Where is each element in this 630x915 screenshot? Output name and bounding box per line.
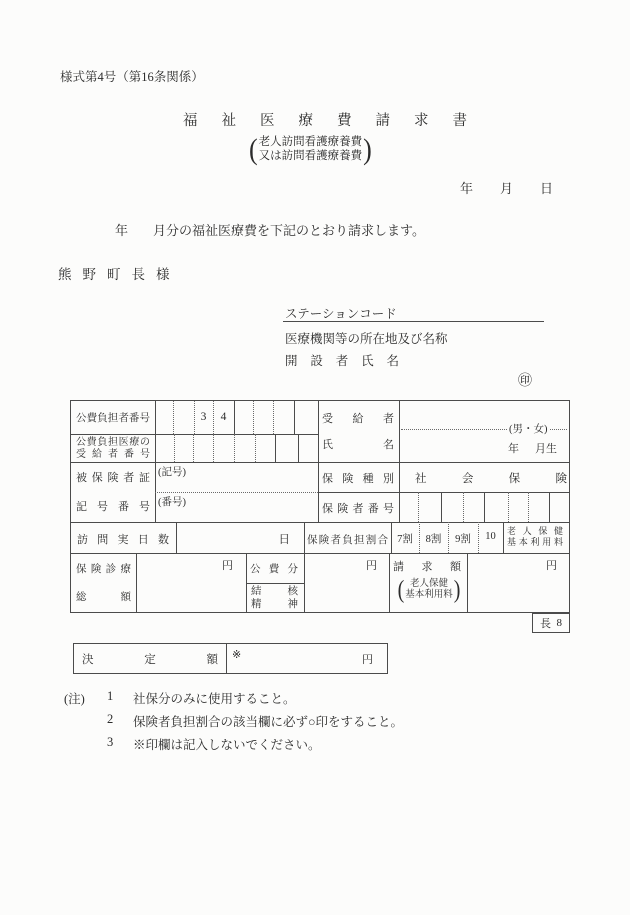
grid-line [155,492,318,493]
subtitle-line-2: 又は訪問看護療養費 [258,149,363,162]
addressee: 熊野町長様 [58,267,181,282]
birthdate-labels [451,440,563,456]
note-text: ※印欄は記入しないでください。 [133,738,321,752]
number-caption: (番号) [158,497,186,508]
digit-cell: 3 [200,411,207,423]
insurance-type-value: 社会保険 [415,473,567,485]
decided-amount-unit: 円 [362,654,373,666]
grid-line [441,492,442,522]
recipient-name-label-line1: 受給者 [322,413,394,425]
note-text: 社保分のみに使用すること。 [133,692,296,706]
elderly-health-fee-label: 老人保健 基本利用料 [507,526,563,547]
grid-line [213,434,214,462]
grid-line [71,553,569,554]
grid-line [528,492,529,522]
left-paren: ( [397,576,405,604]
insured-card-label-line2: 記号番号 [76,501,150,513]
insurer-number-label: 保険者番号 [322,503,394,515]
visit-days-unit: 日 [278,534,290,546]
ratio-option-7: 7割 [397,534,413,545]
claim-amount-unit: 円 [546,560,557,572]
ratio-option-8: 8割 [425,534,442,545]
grid-line [255,434,256,462]
note-row [64,735,321,753]
birth-year-label: 年 [508,443,519,455]
claim-amount-paren-block: ( 老人保健 基本利用料 ) [397,576,461,604]
claim-table [70,400,570,613]
visit-days-label: 訪問実日数 [77,534,169,546]
insured-total-unit: 円 [222,560,233,572]
date-line [460,178,553,197]
ratio-option-10: 10 [485,531,496,542]
insured-total-label-line2: 総額 [76,592,131,603]
grid-line [273,401,274,434]
reference-mark: ※ [232,649,242,661]
date-year-label: 年 [460,181,474,196]
insured-card-label-line1: 被保険者証 [76,472,150,484]
request-year-label: 年 [115,223,129,238]
grid-line [549,492,550,522]
gender-label: (男・女) [507,421,550,436]
cho-label: 長 [540,618,551,630]
grid-line [463,492,464,522]
claim-amount-label: 請求額 [393,561,461,573]
ratio-option-9: 9割 [455,534,471,545]
request-line [115,220,425,239]
grid-line [71,462,569,463]
grid-line [389,553,390,612]
grid-line [508,492,509,522]
grid-line [275,434,276,462]
decided-amount-label: 決定額 [82,654,218,666]
birth-month-label: 月生 [535,443,557,455]
date-day-label: 日 [540,181,554,196]
public-expense-label: 公費分 [250,564,298,575]
grid-line [503,522,504,553]
symbol-caption: (記号) [158,467,186,478]
tb-mental-label: 結核 精神 [251,586,298,610]
subtitle-line-1: 老人訪問看護療養費 [258,136,363,148]
station-code-label: ステーションコード [285,307,397,321]
subtitle-block [249,132,372,166]
grid-line [234,434,235,462]
insured-total-label-line1: 保険診療 [76,564,131,575]
grid-line [304,522,305,553]
grid-line [246,553,247,612]
note-row [64,689,296,707]
grid-line [193,434,194,462]
left-paren: ( [249,132,258,166]
public-expense-unit: 円 [366,560,377,572]
grid-line [484,492,485,522]
seal-mark-icon: ㊞ [518,374,532,389]
grid-line [253,401,254,434]
grid-line [173,401,174,434]
grid-line [234,401,235,434]
grid-line [71,522,569,523]
grid-line [418,492,419,522]
digit-cell: 4 [220,411,227,423]
grid-line [174,434,175,462]
cho-value: 8 [556,617,562,629]
insurer-burden-ratio-label: 保険者負担割合 [307,535,388,546]
cho-code-box [532,613,570,633]
grid-line [298,434,299,462]
request-text: 月分の福祉医療費を下記のとおり請求します。 [153,223,425,238]
grid-line [318,492,569,493]
grid-line [246,583,304,584]
org-address-label: 医療機関等の所在地及び名称 [285,332,448,346]
page-title: 福祉医療費請求書 [183,113,491,129]
form-number: 様式第4号（第16条関係） [60,70,204,84]
right-paren: ) [453,576,461,604]
station-code-underline [283,321,544,322]
right-paren: ) [363,132,372,166]
grid-line [294,401,295,434]
recipient-number-label: 公費負担医療の 受給者番号 [76,437,150,460]
decided-amount-box [73,643,388,674]
date-month-label: 月 [500,181,514,196]
note-row [64,712,403,730]
note-text: 保険者負担割合の該当欄に必ず○印をすること。 [133,715,404,729]
note-number: 3 [107,735,114,749]
public-payer-number-label: 公費負担者番号 [76,413,150,424]
note-number: 2 [107,712,114,726]
insurance-type-label: 保険種別 [322,473,394,485]
note-mark: (注) [64,692,85,706]
founder-name-label: 開設者氏名 [285,354,399,368]
note-number: 1 [107,689,114,703]
recipient-name-label-line2: 氏名 [322,439,394,451]
grid-line [71,434,318,435]
